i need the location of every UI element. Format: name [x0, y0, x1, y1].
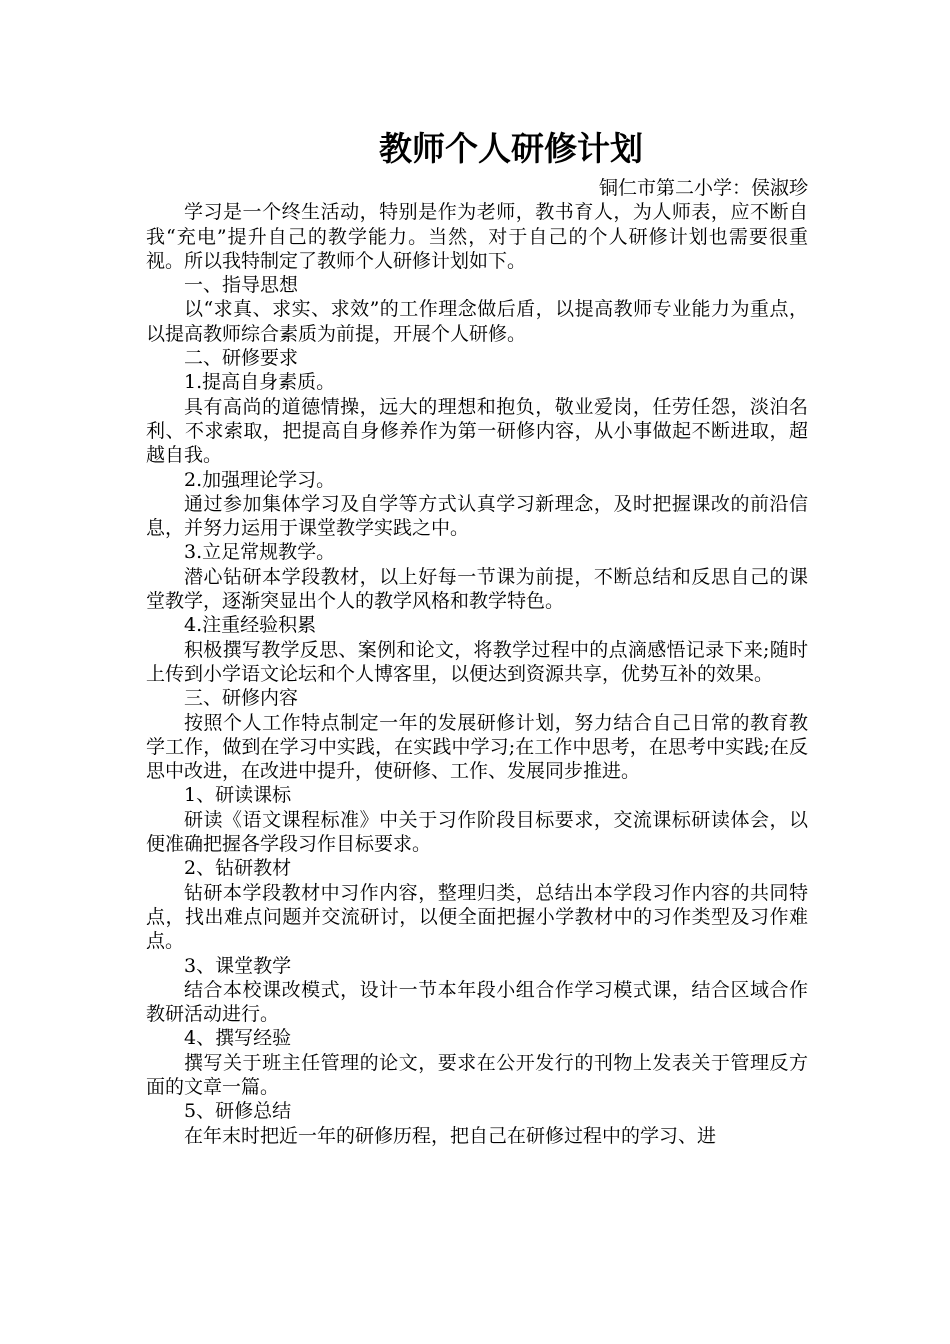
paragraph: 在年末时把近一年的研修历程，把自己在研修过程中的学习、进 [184, 1124, 717, 1147]
paragraph: 积极撰写教学反思、案例和论文，将教学过程中的点滴感悟记录下来;随时上传到小学语文论坛和个人博客里，以便达到资源共享，优势互补的效果。 [146, 638, 808, 685]
subsection-heading: 4.注重经验积累 [184, 614, 317, 637]
subsection-heading: 5、研修总结 [184, 1100, 292, 1123]
section-heading: 二、研修要求 [184, 347, 299, 370]
paragraph: 钻研本学段教材中习作内容，整理归类，总结出本学段习作内容的共同特点，找出难点问题并交流研讨，以便全面把握小学教材中的习作类型及习作难点。 [146, 881, 808, 953]
document-title: 教师个人研修计划 [379, 129, 643, 168]
paragraph: 按照个人工作特点制定一年的发展研修计划，努力结合自己日常的教育教学工作，做到在学习中实践，在实践中学习;在工作中思考，在思考中实践;在反思中改进，在改进中提升，使研修、工作、发展同步推进。 [146, 711, 808, 783]
subsection-heading: 1.提高自身素质。 [184, 371, 336, 394]
subsection-heading: 4、撰写经验 [184, 1027, 292, 1050]
paragraph: 结合本校课改模式，设计一节本年段小组合作学习模式课，结合区域合作教研活动进行。 [146, 978, 808, 1026]
paragraph: 通过参加集体学习及自学等方式认真学习新理念，及时把握课改的前沿信息，并努力运用于课堂教学实践之中。 [146, 492, 808, 540]
subsection-heading: 1、研读课标 [184, 784, 292, 807]
subsection-heading: 3、课堂教学 [184, 954, 292, 977]
paragraph-intro: 学习是一个终生活动，特别是作为老师，教书育人，为人师表，应不断自我“充电”提升自己的教学能力。当然，对于自己的个人研修计划也需要很重视。所以我特制定了教师个人研修计划如下。 [146, 201, 808, 272]
paragraph: 撰写关于班主任管理的论文，要求在公开发行的刊物上发表关于管理反方面的文章一篇。 [146, 1051, 808, 1098]
document-author: 铜仁市第二小学：侯淑珍 [598, 177, 808, 199]
paragraph: 研读《语文课程标准》中关于习作阶段目标要求，交流课标研读体会，以便准确把握各学段习作目标要求。 [146, 808, 808, 856]
section-heading: 三、研修内容 [184, 687, 299, 710]
document-page [146, 126, 808, 1148]
paragraph: 具有高尚的道德情操，远大的理想和抱负，敬业爱岗，任劳任怨，淡泊名利、不求索取，把提高自身修养作为第一研修内容，从小事做起不断进取，超越自我。 [146, 395, 808, 467]
document-body [146, 200, 808, 1148]
paragraph: 潜心钻研本学段教材，以上好每一节课为前提，不断总结和反思自己的课堂教学，逐渐突显出个人的教学风格和教学特色。 [146, 565, 808, 613]
subsection-heading: 3.立足常规教学。 [184, 541, 336, 564]
paragraph: 以“求真、求实、求效”的工作理念做后盾，以提高教师专业能力为重点，以提高教师综合素质为前提，开展个人研修。 [146, 298, 808, 345]
section-heading: 一、指导思想 [184, 274, 299, 297]
subsection-heading: 2、钻研教材 [184, 857, 292, 880]
subsection-heading: 2.加强理论学习。 [184, 468, 336, 491]
